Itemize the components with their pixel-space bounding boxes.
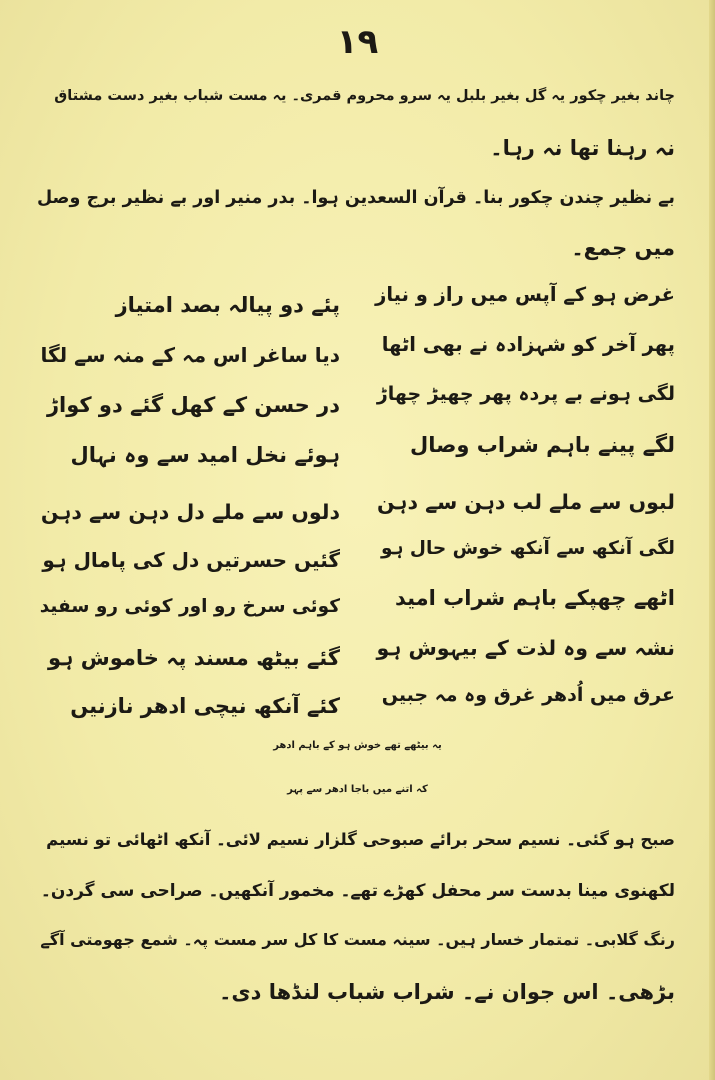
verse-left: دلوں سے ملے دل دہن سے دہن — [40, 500, 340, 524]
prose-line: صبح ہو گئی۔ نسیم سحر برائے صبوحی گلزار نسیم لائی۔ آنکھ اٹھائی تو نسیم — [46, 830, 675, 849]
verse-left: کئے آنکھ نیچی ادھر نازنیں — [70, 694, 340, 718]
verse-left: گئیں حسرتیں دل کی پامال ہو — [42, 548, 340, 572]
center-verse: کہ اتنے میں باجا ادھر سے پہر — [287, 784, 428, 795]
verse-right: نشہ سے وہ لذت کے بیہوش ہو — [376, 636, 675, 660]
verse-left: پئے دو پیالہ بصد امتیاز — [115, 293, 340, 317]
verse-right: غرض ہو کے آپس میں راز و نیاز — [375, 283, 675, 306]
prose-line: رنگ گلابی۔ تمتمار خسار ہیں۔ سینہ مست کا کل سر مست پہ۔ شمع جھومتی آگے — [40, 930, 675, 949]
prose-line: میں جمع۔ — [571, 236, 675, 260]
verse-right: اٹھے چھپکے باہم شراب امید — [394, 586, 675, 610]
verse-left: ہوئے نخل امید سے وہ نہال — [70, 443, 340, 467]
prose-line: بے نظیر چندن چکور بنا۔ قرآن السعدین ہوا۔ بدر منیر اور بے نظیر برج وصل — [36, 188, 675, 208]
center-verse: یہ بیٹھے تھے خوش ہو کے باہم ادھر — [273, 740, 442, 751]
verse-right: پھر آخر کو شہزادہ نے بھی اٹھا — [381, 333, 675, 356]
verse-right: لگی آنکھ سے آنکھ خوش حال ہو — [381, 538, 675, 559]
verse-left: کوئی سرخ رو اور کوئی رو سفید — [39, 596, 340, 617]
prose-line: نہ رہنا تھا نہ رہا۔ — [490, 136, 675, 160]
verse-right: لبوں سے ملے لب دہن سے دہن — [376, 490, 675, 514]
prose-line: بڑھی۔ اس جوان نے۔ شراب شباب لنڈھا دی۔ — [219, 980, 675, 1004]
prose-line: چاند بغیر چکور یہ گل بغیر بلبل یہ سرو محروم قمری۔ یہ مست شباب بغیر دست مشتاق — [54, 88, 675, 104]
verse-right: عرق میں اُدھر غرق وہ مہ جبیں — [381, 684, 675, 706]
page-edge — [709, 0, 715, 1080]
verse-left: در حسن کے کھل گئے دو کواڑ — [46, 393, 340, 417]
verse-left: گئے بیٹھ مسند پہ خاموش ہو — [47, 646, 340, 670]
verse-right: لگے پینے باہم شراب وصال — [410, 433, 675, 457]
page-number: ۱۹ — [336, 22, 379, 62]
verse-right: لگی ہونے بے پردہ پھر چھیڑ چھاڑ — [376, 383, 675, 405]
prose-line: لکھنوی مینا بدست سر محفل کھڑے تھے۔ مخمور آنکھیں۔ صراحی سی گردن۔ — [40, 881, 675, 901]
verse-left: دیا ساغر اس مہ کے منہ سے لگا — [40, 343, 340, 367]
